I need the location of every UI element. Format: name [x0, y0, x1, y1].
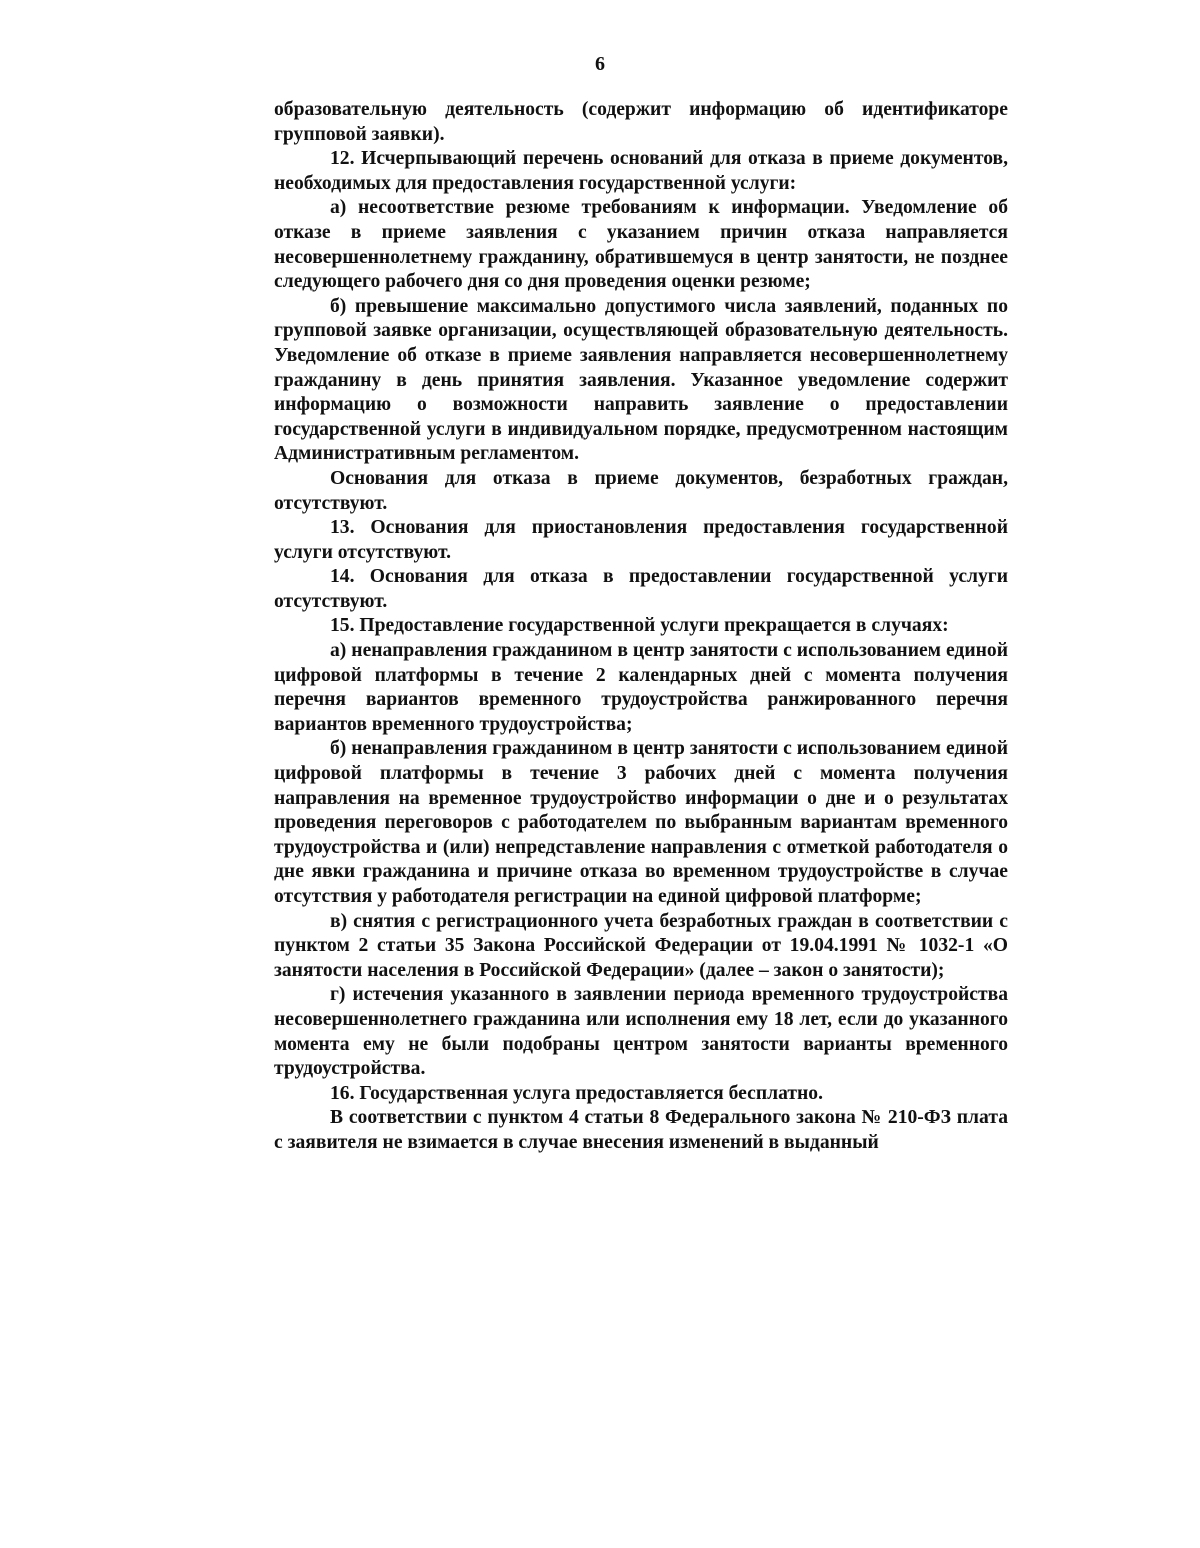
paragraph: в) снятия с регистрационного учета безработных граждан в соответствии с пунктом 2 статьи 35 Закона Российской Федерации от 19.04.1991 № 1032-1 «О занятости населения в Российской Федерации» (далее – закон о занятости); — [274, 910, 1008, 981]
paragraph: образовательную деятельность (содержит информацию об идентификаторе групповой заявки). — [274, 99, 1008, 145]
paragraph: 13. Основания для приостановления предоставления государственной услуги отсутствуют. — [274, 517, 1008, 563]
paragraph: г) истечения указанного в заявлении периода временного трудоустройства несовершеннолетнего гражданина или исполнения ему 18 лет, если до указанного момента ему не были подобраны центром занятости варианты временного трудоустройства. — [274, 984, 1008, 1080]
paragraph: а) ненаправления гражданином в центр занятости с использованием единой цифровой платформы в течение 2 календарных дней с момента получения перечня вариантов временного трудоустройства ранжированного перечня вариантов временного трудоустройства; — [274, 640, 1008, 735]
paragraph: В соответствии с пунктом 4 статьи 8 Федерального закона № 210-ФЗ плата с заявителя не взимается в случае внесения изменений в выданный — [274, 1107, 1008, 1153]
document-body — [274, 98, 1008, 1156]
paragraph: 14. Основания для отказа в предоставлении государственной услуги отсутствуют. — [274, 566, 1008, 612]
paragraph: 15. Предоставление государственной услуги прекращается в случаях: — [330, 615, 949, 637]
paragraph: 16. Государственная услуга предоставляется бесплатно. — [330, 1082, 823, 1104]
paragraph: 12. Исчерпывающий перечень оснований для отказа в приеме документов, необходимых для предоставления государственной услуги: — [274, 148, 1008, 194]
paragraph: а) несоответствие резюме требованиям к информации. Уведомление об отказе в приеме заявления с указанием причин отказа направляется несовершеннолетнему гражданину, обратившемуся в центр занятости, не позднее следующего рабочего дня со дня проведения оценки резюме; — [274, 197, 1008, 293]
paragraph: Основания для отказа в приеме документов, безработных граждан, отсутствуют. — [274, 467, 1008, 514]
page-number: 6 — [595, 53, 605, 75]
paragraph: б) превышение максимально допустимого числа заявлений, поданных по групповой заявке организации, осуществляющей образовательную деятельность. Уведомление об отказе в приеме заявления направляется несовершеннолетнему гражданину в день принятия заявления. Указанное уведомление содержит информацию о возможности направить заявление о предоставлении государственной услуги в индивидуальном порядке, предусмотренном настоящим Административным регламентом. — [274, 295, 1008, 465]
paragraph: б) ненаправления гражданином в центр занятости с использованием единой цифровой платформы в течение 3 рабочих дней с момента получения направления на временное трудоустройство информации о дне и о результатах проведения переговоров с работодателем по выбранным вариантам временного трудоустройства и (или) непредставление направления с отметкой работодателя о дне явки гражданина и причине отказа во временном трудоустройстве в случае отсутствия у работодателя регистрации на единой цифровой платформе; — [274, 738, 1008, 907]
